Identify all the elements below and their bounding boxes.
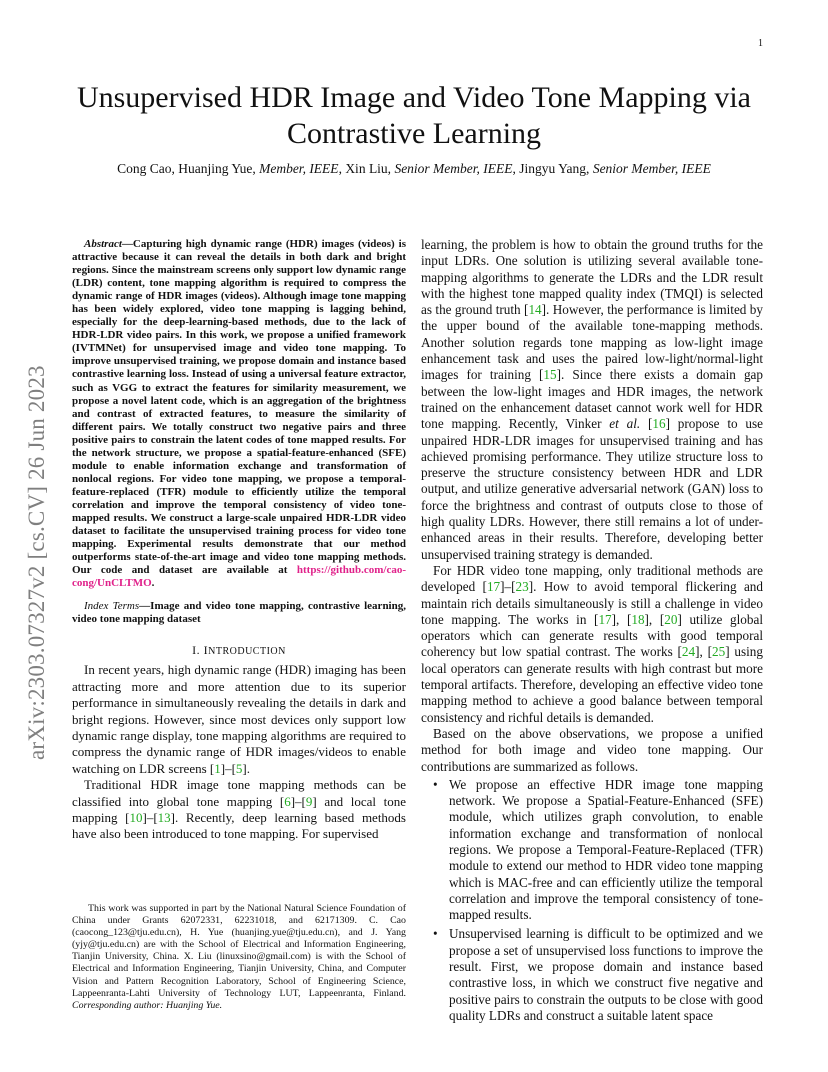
- funding-footnote: [72, 903, 406, 1012]
- citation-link[interactable]: 13: [157, 810, 171, 826]
- citation-link[interactable]: 1: [214, 760, 221, 776]
- section-heading-introduction: [72, 643, 406, 658]
- contribution-list: [421, 777, 763, 1024]
- citation-link[interactable]: 6: [284, 793, 291, 809]
- contribution-item-2: • Unsupervised learning is difficult to be optimized and we propose a set of unsupervised loss functions to improve the result. First, we propose domain and instance based contrastive loss, in which we construct five negative and positive pairs to constrain the outputs to be close with good quality LDRs and construct a suitable latent space: [449, 926, 763, 1024]
- citation-link[interactable]: 14: [528, 302, 542, 318]
- paper-title: Unsupervised HDR Image and Video Tone Mapping via Contrastive Learning: [76, 81, 752, 150]
- code-link[interactable]: https://github.com/cao-cong/UnCLTMO: [72, 564, 406, 590]
- right-p1-text: ]. Since there exists a domain gap between the low-light images and HDR images, the network trained on the enhancement dataset cannot work well for HDR tone mapping. Recently, Vinker: [421, 367, 763, 432]
- citation-sep: ]–[: [500, 579, 516, 595]
- right-paragraph-1: [421, 237, 763, 563]
- intro-p1-end: ].: [242, 760, 251, 776]
- citation-link[interactable]: 5: [235, 760, 243, 776]
- citation-sep: ], [: [644, 611, 665, 627]
- citation-sep: ]–[: [290, 793, 306, 809]
- index-terms: [72, 600, 406, 626]
- left-column: [72, 238, 406, 843]
- right-p1-text: ] propose to use unpaired HDR-LDR images for unsupervised training and has achieved promising performance. They utilize structure loss to preserve the structure consistency between HDR and LDR output, and utilize generative adversarial network (GAN) loss to force the brightness and contrast of outputs close to those of high quality LDRs. However, there still remains a lot of under-enhanced areas in their results. Therefore, developing better unsupervised training strategy is demanded.: [421, 416, 763, 562]
- citation-sep: ]–[: [220, 760, 236, 776]
- author-names-1: Cong Cao, Huanjing Yue,: [117, 161, 260, 176]
- citation-link[interactable]: 10: [129, 810, 143, 826]
- index-terms-text: —Image and video tone mapping, contrastive learning, video tone mapping dataset: [72, 600, 406, 626]
- intro-p2-text: Traditional HDR image tone mapping methods can be classified into global tone mapping [: [72, 777, 406, 809]
- footnote-text: This work was supported in part by the National Natural Science Foundation of China under Grants 62072331, 62231018, and 62171309. C. Cao (caocong_123@tju.edu.cn), H. Yue (huanjing.yue@tju.edu.cn), and J. Yang (yjy@tju.edu.cn) are with the School of Electrical and Information Engineering, Tianjin University, China. X. Liu (linuxsino@gmail.com) is with the School of Electrical and Information Engineering, Tianjin University, China, and Computer Vision and Pattern Recognition Laboratory, School of Engineering Science, Lappeenranta-Lahti University of Technology LUT, Lappeenranta, Finland.: [72, 903, 406, 999]
- intro-p2-text: ] and local tone mapping [: [72, 793, 407, 826]
- author-names-2: , Xin Liu,: [338, 161, 395, 176]
- section-number: I.: [192, 643, 204, 658]
- intro-paragraph-2: [72, 777, 406, 843]
- contribution-item-1: • We propose an effective HDR image tone mapping network. We propose a Spatial-Feature-Enhanced (SFE) module, which utilizes graph convolution, to enable information exchange and transformation of nonlocal regions. We propose a Temporal-Feature-Replaced (TFR) module to extend our method to HDR video tone mapping which is MAC-free and can efficiently utilize the temporal correlation and improve the temporal consistency of tone-mapped results.: [449, 777, 763, 924]
- citation-link[interactable]: 17: [598, 611, 612, 627]
- citation-sep: ], [: [611, 611, 632, 627]
- right-p1-text: [: [640, 416, 653, 432]
- citation-link[interactable]: 9: [305, 793, 313, 809]
- corresponding-author: Corresponding author: Huanjing Yue.: [72, 999, 223, 1011]
- section-title-rest: NTRODUCTION: [208, 646, 286, 658]
- arxiv-identifier-stamp: arXiv:2303.07327v2 [cs.CV] 26 Jun 2023: [24, 365, 49, 760]
- author-role-1: Member, IEEE: [259, 161, 339, 176]
- author-names-3: , Jingyu Yang,: [512, 161, 593, 176]
- right-p2-text: ]. How to avoid temporal flickering and maintain rich details simultaneously is still a challenge in video tone mapping. The works in [: [421, 579, 763, 627]
- right-paragraph-2: [421, 563, 763, 726]
- right-paragraph-3: Based on the above observations, we propose a unified method for both image and video tone mapping. Our contributions are summarized as follows.: [421, 725, 763, 774]
- index-terms-label: Index Terms: [84, 600, 140, 613]
- abstract-label: Abstract: [84, 238, 122, 250]
- et-al: et al.: [609, 416, 641, 432]
- citation-link[interactable]: 15: [543, 367, 557, 383]
- citation-sep: ], [: [695, 644, 713, 660]
- author-list: [60, 160, 768, 178]
- right-p2-text: For HDR video tone mapping, only traditional methods are developed [: [421, 562, 763, 595]
- citation-link[interactable]: 23: [515, 579, 529, 595]
- citation-link[interactable]: 16: [652, 416, 666, 432]
- intro-p2-text: ]. Recently, deep learning based methods have also been introduced to tone mapping. For supervised: [72, 810, 406, 842]
- citation-link[interactable]: 24: [681, 644, 696, 660]
- abstract-text: —Capturing high dynamic range (HDR) images (videos) is attractive because it can reveal the details in both dark and bright regions. Since the mainstream screens only support low dynamic range (LDR) content, tone mapping algorithm is required to compress the dynamic range of HDR images (videos). Although image tone mapping has been widely explored, video tone mapping is lagging behind, especially for the deep-learning-based methods, due to the lack of HDR-LDR video pairs. In this work, we propose a unified framework (IVTMNet) for unsupervised image and video tone mapping. To improve unsupervised training, we propose domain and instance based contrastive learning loss. Instead of using a universal feature extractor, such as VGG to extract the features for similarity measurement, we propose a novel latent code, which is an aggregation of the brightness and contrast of extracted features, to measure the similarity of different pairs. We totally construct two negative pairs and three positive pairs to constrain the latent codes of tone mapped results. For the network structure, we propose a spatial-feature-enhanced (SFE) module to enable information exchange and transformation of nonlocal regions. For video tone mapping, we propose a temporal-feature-replaced (TFR) module to efficiently utilize the temporal correlation and improve the temporal consistency of video tone-mapped results. We construct a large-scale unpaired HDR-LDR video dataset to facilitate the unsupervised training process for video tone mapping. Experimental results demonstrate that our method outperforms state-of-the-art image and video tone mapping methods. Our code and dataset are available at: [72, 238, 406, 577]
- citation-link[interactable]: 17: [486, 579, 501, 595]
- author-role-2: Senior Member, IEEE: [394, 161, 513, 176]
- abstract-end: .: [151, 577, 155, 590]
- citation-link[interactable]: 20: [664, 611, 678, 627]
- page-number: 1: [758, 38, 763, 49]
- right-p1-text: learning, the problem is how to obtain the ground truths for the input LDRs. One solution is utilizing several available tone-mapping algorithms to generate the LDRs and the LDR result with the highest tone mapped quality index (TMQI) is selected as the ground truth [: [421, 237, 763, 318]
- abstract: [72, 238, 406, 590]
- citation-sep: ]–[: [142, 810, 158, 826]
- right-p2-text: ] using local operators can generate results with high contrast but more temporal artifacts. Therefore, developing an effective video tone mapping method to achieve a good balance between temporal consistency and richful details is demanded.: [421, 644, 763, 725]
- right-p1-text: ]. However, the performance is limited by the upper bound of the available tone-mapping methods. Another solution regards tone mapping as low-light image enhancement task and uses the paired low-light/normal-light images for training [: [421, 302, 763, 383]
- right-p2-text: ] utilize global operators which can generate results with good temporal coherency but low spatial contrast. The works [: [421, 611, 763, 660]
- intro-paragraph-1: [72, 662, 406, 777]
- author-role-3: Senior Member, IEEE: [592, 161, 711, 176]
- citation-link[interactable]: 18: [631, 611, 645, 627]
- section-title-initial: I: [203, 643, 209, 658]
- citation-link[interactable]: 25: [712, 644, 726, 660]
- right-column: [421, 237, 763, 1027]
- intro-p1-text: In recent years, high dynamic range (HDR) imaging has been attracting more and more attention due to its superior performance in simultaneously revealing the details in dark and bright regions. However, since most devices only support low dynamic range display, tone mapping algorithms are required to compress the dynamic range of HDR images/videos to enable watching on LDR screens [: [72, 662, 406, 776]
